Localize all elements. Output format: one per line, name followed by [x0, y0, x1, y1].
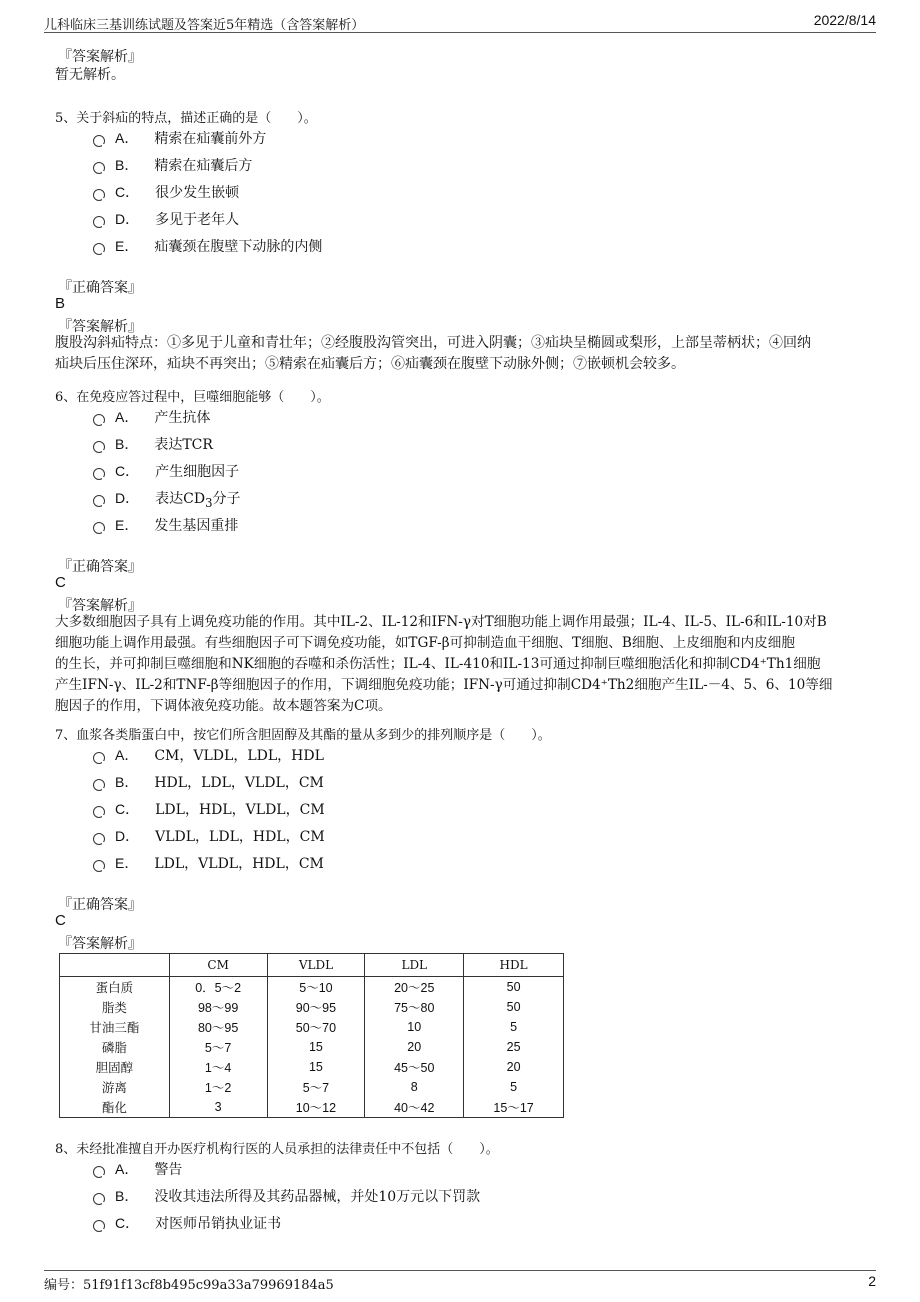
radio-icon[interactable]: [93, 1166, 105, 1178]
q6-answer: C: [55, 574, 66, 591]
radio-icon[interactable]: [93, 833, 105, 845]
table-cell: 45～50: [365, 1057, 464, 1077]
table-cell: 胆固醇: [60, 1057, 170, 1077]
radio-icon[interactable]: [93, 243, 105, 255]
table-row: [60, 1057, 564, 1077]
table-cell: 5～10: [267, 977, 365, 998]
question-5-stem: 5、关于斜疝的特点，描述正确的是（ ）。: [55, 111, 317, 126]
top-jiexi-label: 『答案解析』: [58, 49, 142, 65]
table-cell: 3: [169, 1097, 267, 1118]
q8-option-c[interactable]: C． 对医师吊销执业证书: [93, 1213, 281, 1233]
table-cell: 90～95: [267, 997, 365, 1017]
table-row: [60, 1017, 564, 1037]
q7-option-d[interactable]: D． VLDL，LDL，HDL，CM: [93, 826, 325, 846]
radio-icon[interactable]: [93, 162, 105, 174]
table-header-row: [60, 954, 564, 977]
table-cell: 20: [365, 1037, 464, 1057]
table-cell: 5～7: [267, 1077, 365, 1097]
q5-option-b[interactable]: B． 精索在疝囊后方: [93, 155, 252, 175]
q5-option-a[interactable]: A． 精索在疝囊前外方: [93, 128, 266, 148]
q5-jiexi-line: 腹股沟斜疝特点：①多见于儿童和青壮年；②经腹股沟管突出，可进入阴囊；③疝块呈椭圆或梨形，上部呈蒂柄状；④回纳: [55, 335, 811, 351]
radio-icon[interactable]: [93, 495, 105, 507]
table-cell: 8: [365, 1077, 464, 1097]
table-cell: 80～95: [169, 1017, 267, 1037]
table-header-cell: VLDL: [267, 954, 365, 977]
lipoprotein-table: [59, 953, 564, 1118]
radio-icon[interactable]: [93, 779, 105, 791]
q6-answer-label: 『正确答案』: [58, 559, 142, 575]
table-cell: 15～17: [464, 1097, 564, 1118]
q6-jiexi-line: 大多数细胞因子具有上调免疫功能的作用。其中IL-2、IL-12和IFN-γ对T细胞功能上调作用最强；IL-4、IL-5、IL-6和IL-10对B: [55, 614, 827, 630]
q5-jiexi-label: 『答案解析』: [58, 319, 142, 335]
q6-option-c[interactable]: C． 产生细胞因子: [93, 461, 239, 481]
q6-option-a[interactable]: A． 产生抗体: [93, 407, 210, 427]
question-7-stem: 7、血浆各类脂蛋白中，按它们所含胆固醇及其酯的量从多到少的排列顺序是（ ）。: [55, 728, 551, 743]
question-6-stem: 6、在免疫应答过程中，巨噬细胞能够（ ）。: [55, 390, 330, 405]
q6-jiexi-label: 『答案解析』: [58, 598, 142, 614]
table-cell: 1～2: [169, 1077, 267, 1097]
table-cell: 游离: [60, 1077, 170, 1097]
table-row: [60, 1077, 564, 1097]
q5-option-d[interactable]: D． 多见于老年人: [93, 209, 239, 229]
q6-jiexi-line: 产生IFN-γ、IL-2和TNF-β等细胞因子的作用，下调细胞免疫功能；IFN-γ可通过抑制CD4⁺Th2细胞产生IL-－4、5、6、10等细: [55, 677, 833, 693]
q5-answer: B: [55, 295, 66, 312]
table-row: [60, 1097, 564, 1118]
q6-option-e[interactable]: E． 发生基因重排: [93, 515, 238, 535]
radio-icon[interactable]: [93, 522, 105, 534]
table-cell: 15: [267, 1057, 365, 1077]
q7-option-b[interactable]: B． HDL，LDL，VLDL，CM: [93, 772, 324, 792]
table-cell: 蛋白质: [60, 977, 170, 998]
radio-icon[interactable]: [93, 1193, 105, 1205]
radio-icon[interactable]: [93, 441, 105, 453]
table-cell: 50～70: [267, 1017, 365, 1037]
table-header-cell: CM: [169, 954, 267, 977]
table-cell: 0．5～2: [169, 977, 267, 998]
page-header: [44, 12, 876, 33]
table-cell: 20: [464, 1057, 564, 1077]
table-cell: 15: [267, 1037, 365, 1057]
table-row: [60, 997, 564, 1017]
table-cell: 50: [464, 977, 564, 998]
table-cell: 10～12: [267, 1097, 365, 1118]
q7-jiexi-label: 『答案解析』: [58, 936, 142, 952]
table-header-cell: LDL: [365, 954, 464, 977]
table-cell: 5～7: [169, 1037, 267, 1057]
q7-answer: C: [55, 912, 66, 929]
q5-answer-label: 『正确答案』: [58, 280, 142, 296]
q7-answer-label: 『正确答案』: [58, 897, 142, 913]
top-jiexi-text: 暂无解析。: [55, 67, 125, 83]
page-number: 2: [868, 1273, 876, 1289]
table-row: [60, 1037, 564, 1057]
q5-jiexi-line: 疝块后压住深环，疝块不再突出；⑤精索在疝囊后方；⑥疝囊颈在腹壁下动脉外侧；⑦嵌顿机会较多。: [55, 356, 685, 372]
q5-option-e[interactable]: E． 疝囊颈在腹壁下动脉的内侧: [93, 236, 322, 256]
radio-icon[interactable]: [93, 216, 105, 228]
radio-icon[interactable]: [93, 806, 105, 818]
question-8-stem: 8、未经批准擅自开办医疗机构行医的人员承担的法律责任中不包括（ ）。: [55, 1142, 499, 1157]
document-title: 儿科临床三基训练试题及答案近5年精选（含答案解析）: [44, 18, 365, 33]
document-code: 编号：51f91f13cf8b495c99a33a79969184a5: [44, 1278, 334, 1293]
q6-jiexi: [55, 612, 870, 717]
q8-option-b[interactable]: B． 没收其违法所得及其药品器械，并处10万元以下罚款: [93, 1186, 480, 1206]
table-cell: 酯化: [60, 1097, 170, 1118]
table-cell: 5: [464, 1077, 564, 1097]
subscript: 3: [205, 495, 213, 510]
table-cell: 脂类: [60, 997, 170, 1017]
q8-option-a[interactable]: A． 警告: [93, 1159, 182, 1179]
table-cell: 10: [365, 1017, 464, 1037]
q7-option-c[interactable]: C． LDL，HDL，VLDL，CM: [93, 799, 325, 819]
table-cell: 5: [464, 1017, 564, 1037]
table-cell: 40～42: [365, 1097, 464, 1118]
radio-icon[interactable]: [93, 189, 105, 201]
q6-jiexi-line: 胞因子的作用，下调体液免疫功能。故本题答案为C项。: [55, 698, 392, 714]
table-header-cell: HDL: [464, 954, 564, 977]
table-cell: 98～99: [169, 997, 267, 1017]
q7-option-e[interactable]: E． LDL，VLDL，HDL，CM: [93, 853, 324, 873]
q5-option-c[interactable]: C． 很少发生嵌顿: [93, 182, 239, 202]
table-cell: 甘油三酯: [60, 1017, 170, 1037]
q6-option-b[interactable]: B． 表达TCR: [93, 434, 213, 454]
header-date: 2022/8/14: [813, 12, 876, 28]
table-cell: 磷脂: [60, 1037, 170, 1057]
radio-icon[interactable]: [93, 860, 105, 872]
radio-icon[interactable]: [93, 1220, 105, 1232]
q7-option-a[interactable]: A． CM，VLDL，LDL，HDL: [93, 745, 324, 765]
table-cell: 1～4: [169, 1057, 267, 1077]
radio-icon[interactable]: [93, 468, 105, 480]
table-cell: 20～25: [365, 977, 464, 998]
table-cell: 50: [464, 997, 564, 1017]
q6-jiexi-line: 的生长，并可抑制巨噬细胞和NK细胞的吞噬和杀伤活性；IL-4、IL-410和IL-13可通过抑制巨噬细胞活化和抑制CD4⁺Th1细胞: [55, 656, 821, 672]
radio-icon[interactable]: [93, 414, 105, 426]
q6-jiexi-line: 细胞功能上调作用最强。有些细胞因子可下调免疫功能，如TGF-β可抑制造血干细胞、T细胞、B细胞、上皮细胞和内皮细胞: [55, 635, 795, 651]
table-header-cell: [60, 954, 170, 977]
table-cell: 75～80: [365, 997, 464, 1017]
table-cell: 25: [464, 1037, 564, 1057]
q5-jiexi: [55, 333, 870, 375]
table-row: [60, 977, 564, 998]
radio-icon[interactable]: [93, 752, 105, 764]
q6-option-d[interactable]: D． 表达$CD_3$分子: [93, 488, 240, 510]
page-footer: [44, 1270, 876, 1295]
radio-icon[interactable]: [93, 135, 105, 147]
